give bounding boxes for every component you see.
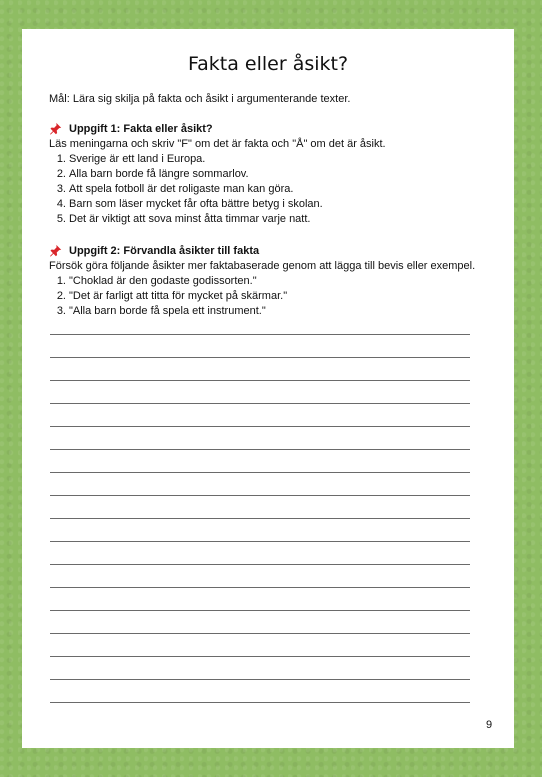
list-item-text: Alla barn borde få längre sommarlov. (69, 168, 249, 180)
task-2 (49, 244, 475, 319)
task-2-list (49, 274, 475, 319)
list-item-text: "Alla barn borde få spela ett instrument." (69, 305, 266, 317)
task-1-heading: Uppgift 1: Fakta eller åsikt? (69, 122, 213, 135)
writing-line[interactable] (50, 518, 470, 519)
writing-line[interactable] (50, 610, 470, 611)
list-item (49, 182, 386, 197)
writing-line[interactable] (50, 564, 470, 565)
writing-line[interactable] (50, 334, 470, 335)
list-item-text: Sverige är ett land i Europa. (69, 153, 206, 165)
writing-line[interactable] (50, 587, 470, 588)
list-item-number: 1. (56, 275, 66, 287)
list-item-number: 2. (56, 290, 66, 302)
list-item-number: 4. (56, 198, 66, 210)
list-item-number: 2. (56, 168, 66, 180)
list-item (49, 167, 386, 182)
task-1-instruction: Läs meningarna och skriv "F" om det är fakta och "Å" om det är åsikt. (49, 138, 386, 150)
task-1 (49, 122, 386, 227)
writing-line[interactable] (50, 702, 470, 703)
list-item-text: "Det är farligt att titta för mycket på skärmar." (69, 290, 288, 302)
pushpin-icon (49, 244, 62, 257)
list-item (49, 197, 386, 212)
writing-line[interactable] (50, 541, 470, 542)
list-item-number: 3. (56, 183, 66, 195)
list-item (49, 289, 475, 304)
worksheet-page (22, 29, 514, 748)
list-item (49, 274, 475, 289)
pushpin-icon (49, 122, 62, 135)
writing-line[interactable] (50, 403, 470, 404)
list-item-number: 5. (56, 213, 66, 225)
list-item-text: Det är viktigt att sova minst åtta timmar varje natt. (69, 213, 311, 225)
writing-line[interactable] (50, 357, 470, 358)
list-item-text: Barn som läser mycket får ofta bättre betyg i skolan. (69, 198, 323, 210)
list-item-number: 1. (56, 153, 66, 165)
list-item (49, 152, 386, 167)
writing-line[interactable] (50, 633, 470, 634)
writing-line[interactable] (50, 472, 470, 473)
task-2-instruction: Försök göra följande åsikter mer faktabaserade genom att lägga till bevis eller exempel. (49, 260, 476, 272)
task-2-heading: Uppgift 2: Förvandla åsikter till fakta (69, 244, 260, 257)
list-item (49, 304, 475, 319)
page-title: Fakta eller åsikt? (187, 53, 349, 75)
list-item-text: Att spela fotboll är det roligaste man kan göra. (69, 183, 294, 195)
writing-line[interactable] (50, 449, 470, 450)
list-item (49, 212, 386, 227)
goal-text: Mål: Lära sig skilja på fakta och åsikt i argumenterande texter. (49, 93, 351, 105)
task-1-list (49, 152, 386, 227)
writing-line[interactable] (50, 656, 470, 657)
page-number: 9 (486, 719, 493, 731)
list-item-text: "Choklad är den godaste godissorten." (69, 275, 257, 287)
writing-line[interactable] (50, 679, 470, 680)
writing-line[interactable] (50, 380, 470, 381)
writing-line[interactable] (50, 426, 470, 427)
writing-line[interactable] (50, 495, 470, 496)
list-item-number: 3. (56, 305, 66, 317)
